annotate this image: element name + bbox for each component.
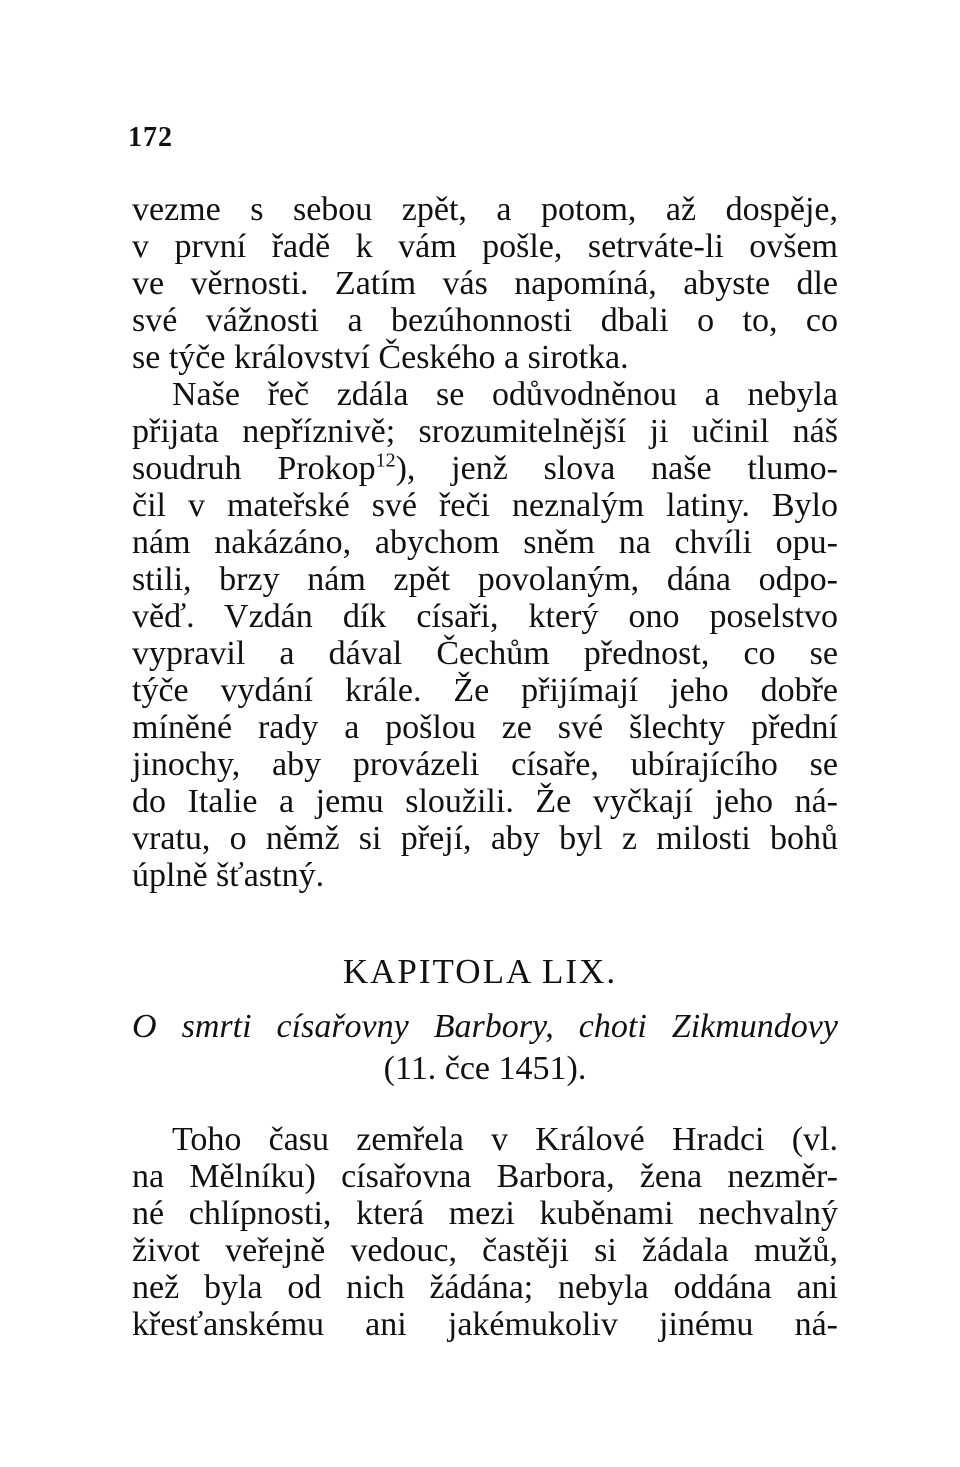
text-line: v první řadě k vám pošle, setrváte-li ovšem xyxy=(132,228,838,265)
paragraph-first-line: Toho času zemřela v Králové Hradci (vl. xyxy=(172,1121,838,1158)
text-line: křesťanskému ani jakémukoliv jinému ná- xyxy=(132,1306,838,1343)
text-line: do Italie a jemu sloužili. Že vyčkají jeho ná- xyxy=(132,783,838,820)
footnote-marker: 12 xyxy=(375,449,396,472)
chapter-date: (11. čce 1451). xyxy=(383,1050,587,1087)
text-line: míněné rady a pošlou ze své šlechty přední xyxy=(132,709,838,746)
text-line-with-footnote xyxy=(132,449,838,489)
text-line: né chlípnosti, která mezi kuběnami nechvalný xyxy=(132,1195,838,1232)
page-number: 172 xyxy=(128,122,173,153)
chapter-heading: KAPITOLA LIX. xyxy=(342,952,618,991)
text-line: než byla od nich žádána; nebyla oddána ani xyxy=(132,1269,838,1306)
text-line: se týče království Českého a sirotka. xyxy=(132,339,629,376)
text-line: týče vydání krále. Že přijímají jeho dobře xyxy=(132,672,838,709)
text-line: stili, brzy nám zpět povolaným, dána odpo- xyxy=(132,561,838,598)
text-line: vypravil a dával Čechům přednost, co se xyxy=(132,635,838,672)
text-line: čil v mateřské své řeči neznalým latiny. Bylo xyxy=(132,487,838,524)
paragraph-first-line: Naše řeč zdála se odůvodněnou a nebyla xyxy=(172,376,838,413)
text-line: nám nakázáno, abychom sněm na chvíli opu- xyxy=(132,524,838,561)
text-line: přijata nepříznivě; srozumitelnější ji učinil náš xyxy=(132,413,838,450)
text-line: své vážnosti a bezúhonnosti dbali o to, co xyxy=(132,302,838,339)
text-line: ve věrnosti. Zatím vás napomíná, abyste dle xyxy=(132,265,838,302)
text-line: jinochy, aby provázeli císaře, ubírajícího se xyxy=(132,746,838,783)
text-line: na Mělníku) císařovna Barbora, žena nezměr- xyxy=(132,1158,838,1195)
text-line: vezme s sebou zpět, a potom, až dospěje, xyxy=(132,191,838,228)
text-line: život veřejně vedouc, častěji si žádala mužů, xyxy=(132,1232,838,1269)
text-line: vratu, o němž si přejí, aby byl z milosti bohů xyxy=(132,820,838,857)
text-line: úplně šťastný. xyxy=(132,857,325,894)
chapter-subtitle: O smrti císařovny Barbory, choti Zikmundovy xyxy=(132,1008,838,1045)
text-span: soudruh Prokop xyxy=(132,450,376,487)
text-span: ), jenž slova naše tlumo- xyxy=(395,450,838,487)
text-line: věď. Vzdán dík císaři, který ono poselstvo xyxy=(132,598,838,635)
